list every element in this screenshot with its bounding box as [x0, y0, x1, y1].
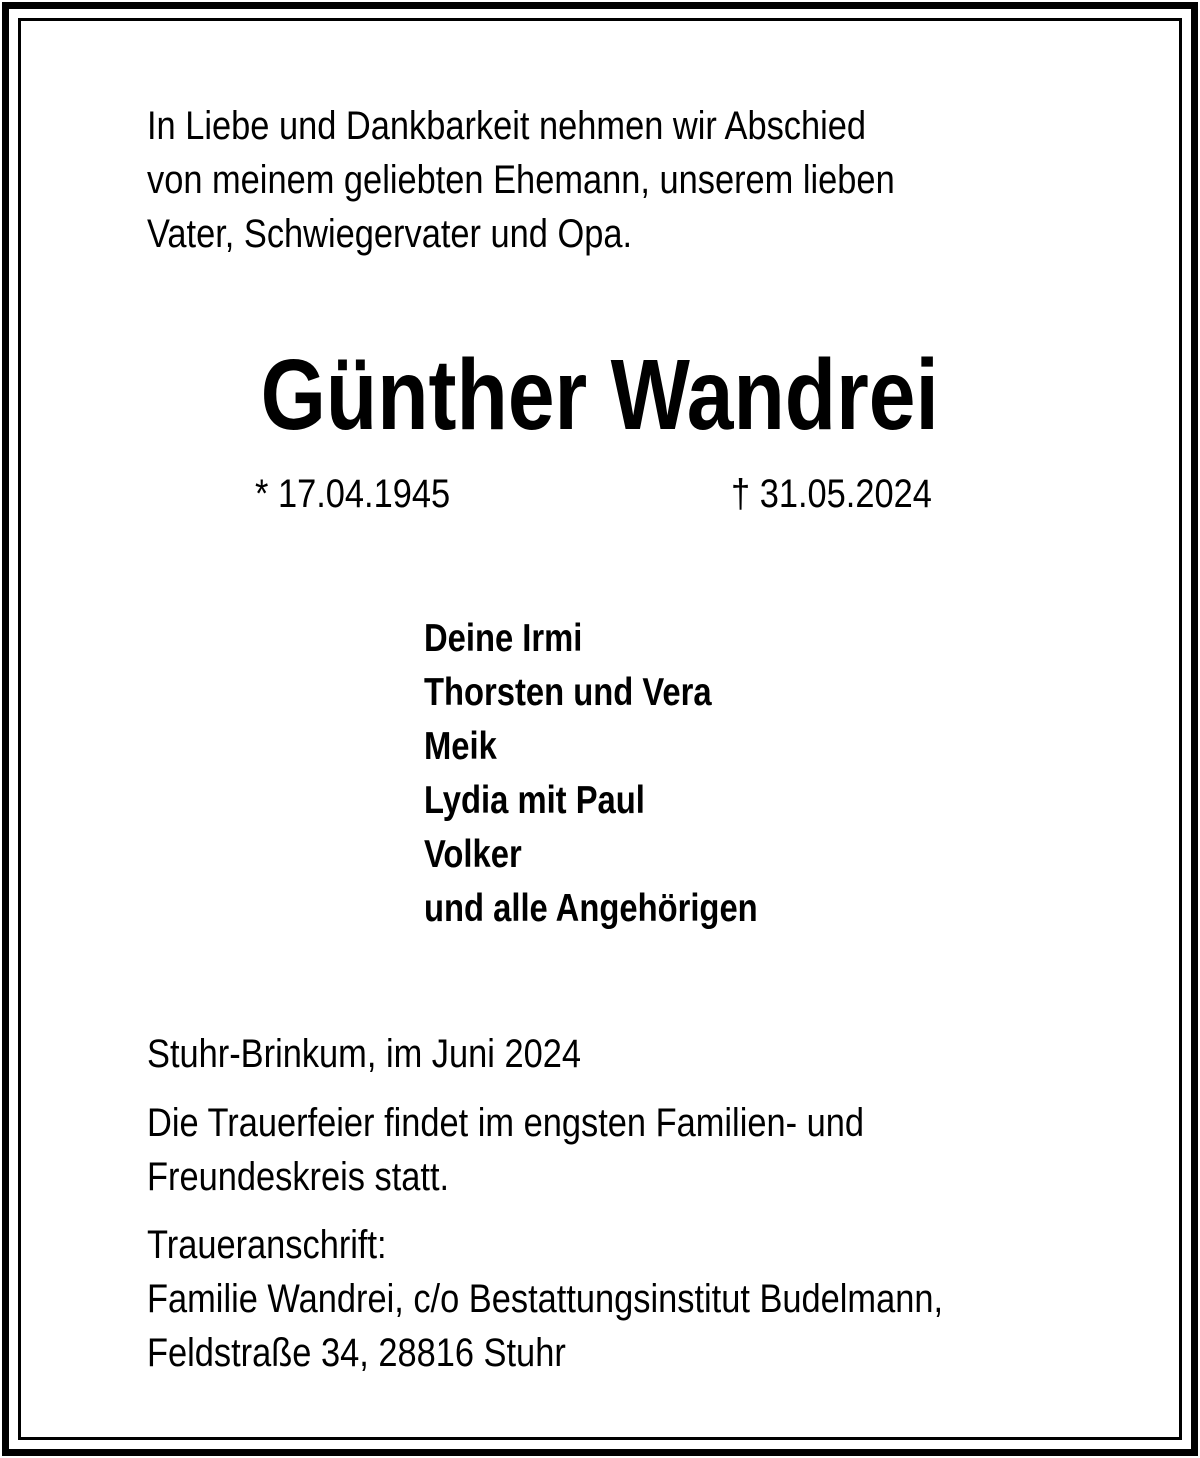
mourner-name: und alle Angehörigen	[424, 887, 758, 930]
address-line: Familie Wandrei, c/o Bestattungsinstitut Budelmann,	[147, 1277, 944, 1321]
address-label: Traueranschrift:	[147, 1223, 387, 1267]
mourner-name: Deine Irmi	[424, 617, 583, 660]
intro-line: von meinem geliebten Ehemann, unserem lieben	[147, 158, 895, 202]
mourner-name: Meik	[424, 725, 497, 768]
death-date: † 31.05.2024	[731, 472, 932, 516]
mourner-name: Lydia mit Paul	[424, 779, 645, 822]
ceremony-line: Die Trauerfeier findet im engsten Familien- und	[147, 1101, 865, 1145]
intro-line: Vater, Schwiegervater und Opa.	[147, 212, 633, 256]
intro-line: In Liebe und Dankbarkeit nehmen wir Abschied	[147, 104, 867, 148]
ceremony-line: Freundeskreis statt.	[147, 1155, 450, 1199]
mourner-name: Thorsten und Vera	[424, 671, 712, 714]
mourner-name: Volker	[424, 833, 522, 876]
address-line: Feldstraße 34, 28816 Stuhr	[147, 1331, 566, 1375]
place-date: Stuhr-Brinkum, im Juni 2024	[147, 1032, 582, 1076]
deceased-name	[0, 339, 1200, 451]
birth-date: * 17.04.1945	[255, 472, 451, 516]
deceased-name-text: Günther Wandrei	[260, 339, 940, 451]
